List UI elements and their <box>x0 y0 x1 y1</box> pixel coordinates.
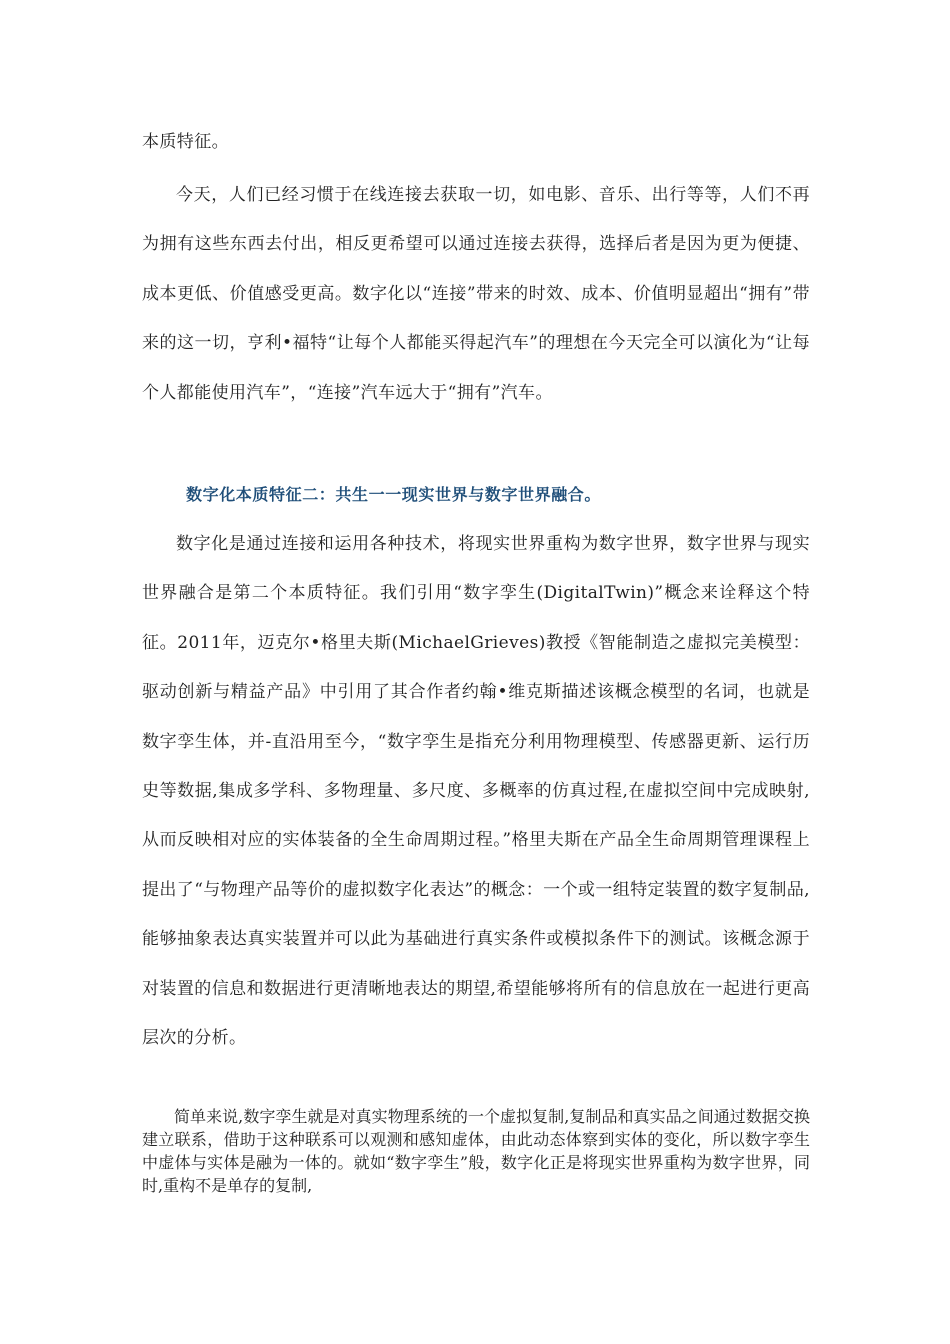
paragraph-continuation: 本质特征。 <box>142 132 229 152</box>
section-heading: 数字化本质特征二：共生一一现实世界与数字世界融合。 <box>186 485 602 504</box>
paragraph-connection: 今天，人们已经习惯于在线连接去获取一切，如电影、音乐、出行等等，人们不再为拥有这些东西去付出，相反更希望可以通过连接去获得，选择后者是因为更为便捷、成本更低、价值感受更高。数字化以“连接”带来的时效、成本、价值明显超出“拥有”带来的这一切，亨利•福特“让每个人都能买得起汽车”的理想在今天完全可以演化为“让每个人都能使用汽车”，“连接”汽车远大于“拥有”汽车。 <box>142 185 810 403</box>
paragraph-digital-twin: 数字化是通过连接和运用各种技术，将现实世界重构为数字世界，数字世界与现实世界融合是第二个本质特征。我们引用“数字孪生(DigitalTwin)”概念来诠释这个特征。2011年，迈克尔•格里夫斯(MichaelGrieves)教授《智能制造之虚拟完美模型：驱动创新与精益产品》中引用了其合作者约翰•维克斯描述该概念模型的名词，也就是数字孪生体，并-直沿用至今，“数字孪生是指充分利用物理模型、传感器更新、运行历史等数据,集成多学科、多物理量、多尺度、多概率的仿真过程,在虚拟空间中完成映射,从而反映相对应的实体装备的全生命周期过程。”格里夫斯在产品全生命周期管理课程上提出了“与物理产品等价的虚拟数字化表达”的概念：一个或一组特定装置的数字复制品,能够抽象表达真实装置并可以此为基础进行真实条件或模拟条件下的测试。该概念源于对装置的信息和数据进行更清晰地表达的期望,希望能够将所有的信息放在一起进行更高层次的分析。 <box>142 534 810 1049</box>
paragraph-summary: 简单来说,数字孪生就是对真实物理系统的一个虚拟复制,复制品和真实品之间通过数据交换建立联系，借助于这种联系可以观测和感知虚体，由此动态体察到实体的变化，所以数字孪生中虚体与实体是融为一体的。就如“数字孪生”般，数字化正是将现实世界重构为数字世界，同时,重构不是单存的复制, <box>142 1107 810 1195</box>
